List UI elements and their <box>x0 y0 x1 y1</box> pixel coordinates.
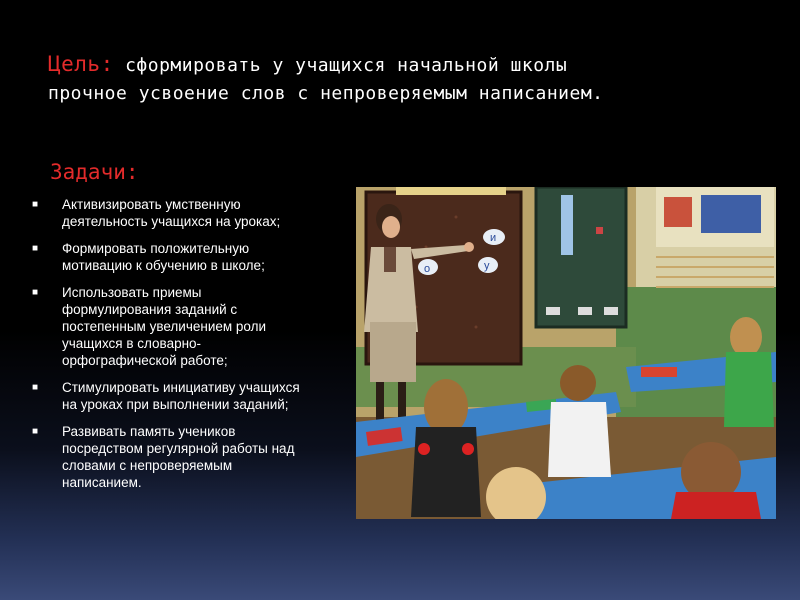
bullet-icon: ■ <box>32 243 39 254</box>
task-1-line-2: деятельность учащихся на уроках; <box>62 214 281 229</box>
task-5-line-1: Развивать память учеников <box>62 424 236 439</box>
task-item-2 <box>28 240 358 274</box>
slide-title <box>48 50 768 108</box>
task-3-line-2: формулирования заданий с <box>62 302 238 317</box>
task-2-line-2: мотивацию к обучению в школе; <box>62 258 265 273</box>
board-letter-2: и <box>490 232 497 244</box>
classroom-photo <box>356 187 776 519</box>
goal-label: Цель: <box>48 52 114 76</box>
task-4-line-2: на уроках при выполнении заданий; <box>62 397 289 412</box>
board-letter-1: о <box>424 263 431 275</box>
goal-text-1: сформировать у учащихся начальной школы <box>125 55 568 76</box>
task-5-line-4: написанием. <box>62 475 142 490</box>
task-item-1 <box>28 196 358 230</box>
task-3-line-3: постепенным увеличением роли <box>62 319 267 334</box>
task-2-line-1: Формировать положительную <box>62 241 250 256</box>
bullet-icon: ■ <box>32 382 39 393</box>
board-letter-3: у <box>484 260 490 272</box>
task-3-line-5: орфографической работе; <box>62 353 228 368</box>
task-5-line-3: словами с непроверяемым <box>62 458 233 473</box>
task-1-line-1: Активизировать умственную <box>62 197 241 212</box>
task-item-5 <box>28 423 358 491</box>
tasks-list <box>28 196 358 501</box>
task-3-line-4: учащихся в словарно- <box>62 336 202 351</box>
task-item-4 <box>28 379 358 413</box>
bullet-icon: ■ <box>32 199 39 210</box>
classroom-illustration <box>356 187 776 519</box>
task-item-3 <box>28 284 358 369</box>
tasks-heading: Задачи: <box>50 160 139 184</box>
bullet-icon: ■ <box>32 287 39 298</box>
bullet-icon: ■ <box>32 426 39 437</box>
task-5-line-2: посредством регулярной работы над <box>62 441 295 456</box>
task-3-line-1: Использовать приемы <box>62 285 202 300</box>
goal-text-2: прочное усвоение слов с непроверяемым написанием. <box>48 83 604 104</box>
task-4-line-1: Стимулировать инициативу учащихся <box>62 380 300 395</box>
title-line-1 <box>48 50 768 80</box>
